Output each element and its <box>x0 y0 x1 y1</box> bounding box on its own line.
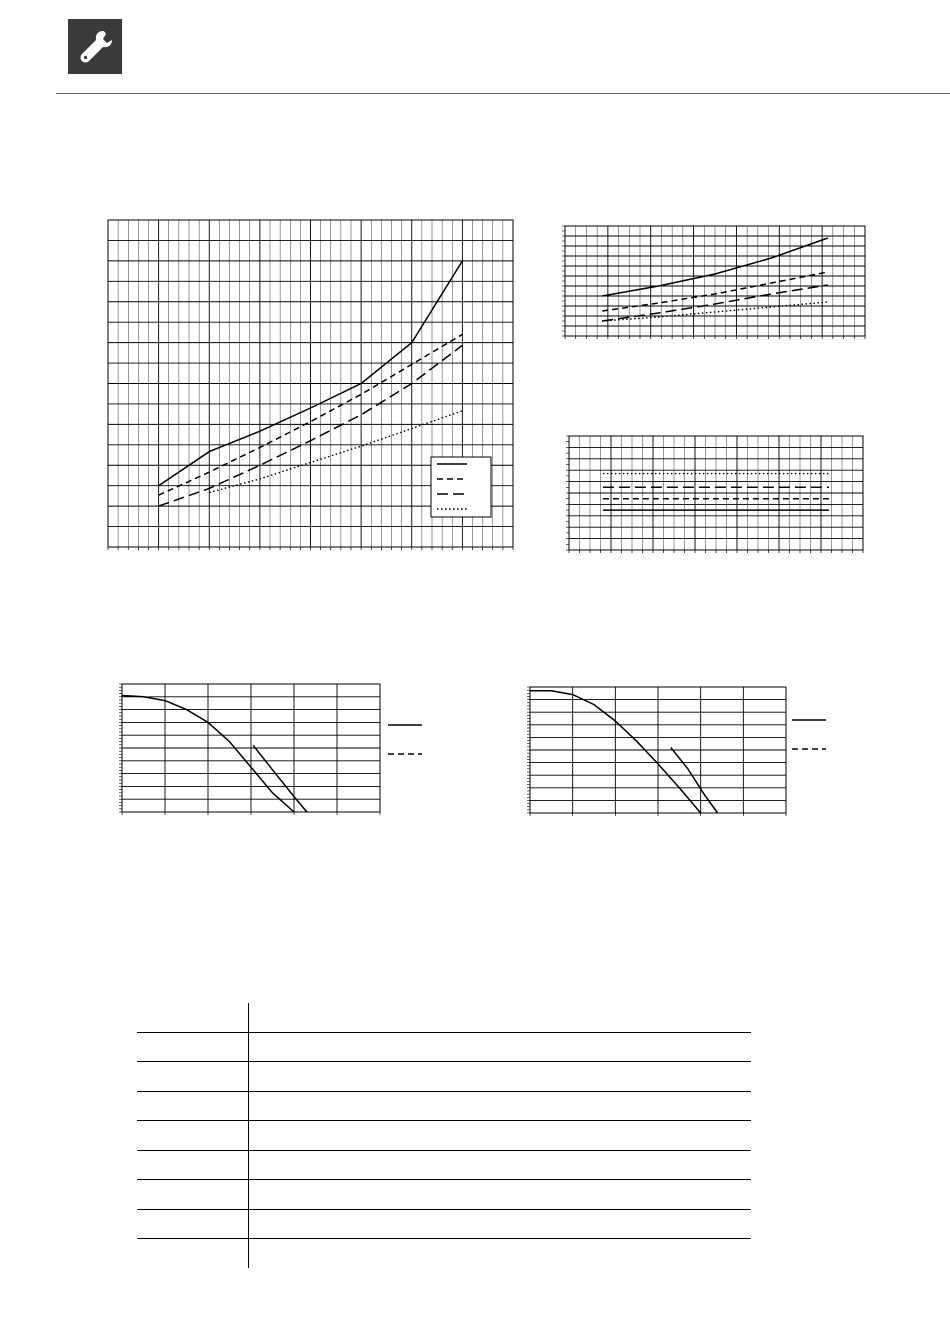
data-table <box>137 1003 751 1268</box>
table-cell-value <box>249 1091 752 1121</box>
series-line-2 <box>671 748 718 814</box>
table-cell-value <box>249 1150 752 1180</box>
table-row <box>137 1209 751 1239</box>
table-cell-value <box>249 1121 752 1151</box>
table-cell-label <box>137 1032 249 1062</box>
grid <box>562 226 865 339</box>
table-cell-label <box>137 1003 249 1032</box>
table-cell-value <box>249 1180 752 1210</box>
legend <box>388 725 422 754</box>
series-line-4 <box>209 411 462 493</box>
legend <box>792 720 826 749</box>
table-cell-label <box>137 1062 249 1092</box>
table-row <box>137 1032 751 1062</box>
header-rule <box>56 93 950 94</box>
table-row <box>137 1091 751 1121</box>
table-cell-value <box>249 1003 752 1032</box>
chart-main <box>105 217 515 552</box>
table-cell-value <box>249 1032 752 1062</box>
grid <box>566 436 863 553</box>
chart-bottom-left <box>118 680 428 816</box>
table-cell-value <box>249 1239 752 1268</box>
table-cell-label <box>137 1209 249 1239</box>
table-cell-label <box>137 1091 249 1121</box>
table-cell-label <box>137 1150 249 1180</box>
table-row <box>137 1239 751 1268</box>
table-cell-label <box>137 1180 249 1210</box>
table-row <box>137 1003 751 1032</box>
wrench-icon <box>68 19 122 74</box>
chart-mid-right <box>566 433 866 553</box>
table-cell-value <box>249 1209 752 1239</box>
grid <box>527 687 786 816</box>
table-row <box>137 1180 751 1210</box>
chart-bottom-right <box>526 684 836 816</box>
table-cell-value <box>249 1062 752 1092</box>
chart-top-right <box>562 223 868 339</box>
grid <box>119 684 380 815</box>
legend <box>431 457 491 517</box>
header-icon-box <box>68 19 122 74</box>
table-cell-label <box>137 1239 249 1268</box>
table-cell-label <box>137 1121 249 1151</box>
table-row <box>137 1062 751 1092</box>
table-row <box>137 1150 751 1180</box>
table-row <box>137 1121 751 1151</box>
